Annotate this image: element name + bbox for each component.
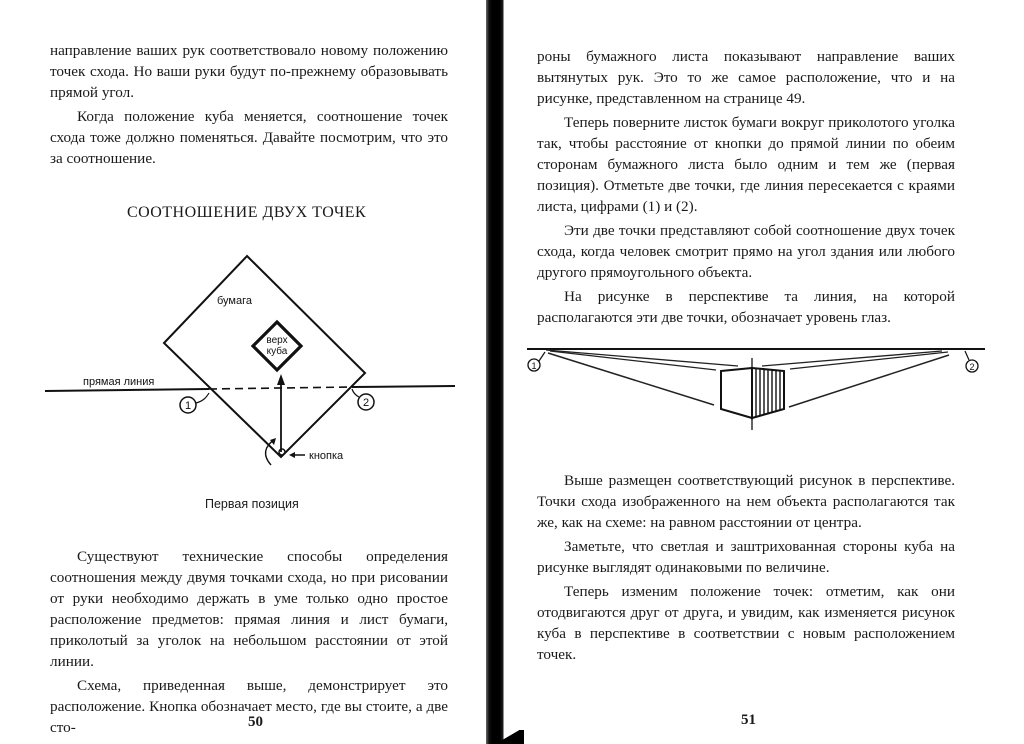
vp2-label: 2 — [969, 362, 975, 372]
paragraph: Теперь поверните листок бумаги вокруг приколотого уголка так, чтобы расстояние от кнопки до прямой линии по обеим сторонам бумажного листа было одним и тем же (первая позиция). Отметьте две точки, где линия пересекается с краями листа, цифрами (1) и (2). — [537, 114, 955, 215]
cube-hatching — [756, 369, 780, 417]
page-number: 51 — [741, 712, 756, 728]
perspective-line — [546, 350, 738, 366]
cube-top-label-1: верх — [266, 335, 288, 346]
perspective-line — [790, 352, 948, 369]
right-bottom-text — [537, 470, 955, 668]
marker-2-label: 2 — [362, 397, 370, 409]
paragraph: Теперь изменим положение точек: отметим, как они отодвигаются друг от друга, и увидим, как изменяется рисунок куба в перспективе в соответствии с новым расположением точек. — [537, 583, 955, 663]
line-label: прямая линия — [83, 376, 155, 388]
figure-caption: Первая позиция — [205, 497, 299, 511]
vp1-label: 1 — [531, 361, 537, 371]
page-number: 50 — [248, 714, 263, 730]
paragraph: направление ваших рук соответствовало новому положению точек схода. Но ваши руки будут по-прежнему образовывать прямой угол. — [50, 42, 448, 101]
perspective-line — [550, 351, 716, 370]
marker-1-label: 1 — [184, 400, 192, 412]
figure-title: СООТНОШЕНИЕ ДВУХ ТОЧЕК — [127, 204, 367, 221]
cube-top-label-2: куба — [266, 346, 288, 357]
perspective-line — [762, 351, 942, 366]
paper-label: бумага — [217, 295, 253, 307]
paragraph: Выше размещен соответствующий рисунок в перспективе. Точки схода изображенного на нем объекта располагаются так же, как на схеме: на равном расстоянии от центра. — [537, 472, 955, 531]
cube-light-face — [721, 368, 752, 418]
pin-label: кнопка — [309, 450, 344, 462]
paragraph: Существуют технические способы определения соотношения между двумя точками схода, но при рисовании от руки необходимо держать в уме только одно простое расположение предметов: прямая линия и лист бумаги, приколотый за уголок на небольшом расстоянии от этой линии. — [50, 548, 448, 670]
paragraph: Эти две точки представляют собой соотношение двух точек схода, когда человек смотрит прямо на угол здания или любого другого прямоугольного объекта. — [537, 222, 955, 281]
paragraph: Схема, приведенная выше, демонстрирует это расположение. Кнопка обозначает место, где вы стоите, а две сто- — [50, 677, 448, 736]
paragraph: На рисунке в перспективе та линия, на которой располагаются эти две точки, обозначает уровень глаз. — [537, 288, 955, 326]
paragraph: Когда положение куба меняется, соотношение точек схода тоже должно поменяться. Давайте посмотрим, что это за соотношение. — [50, 108, 448, 167]
perspective-line — [789, 355, 949, 407]
paragraph: Заметьте, что светлая и заштрихованная стороны куба на рисунке выглядят одинаковыми по величине. — [537, 538, 955, 576]
paragraph: роны бумажного листа показывают направление ваших вытянутых рук. Это то же самое расположение, что и на рисунке, представленном на странице 49. — [537, 48, 955, 107]
